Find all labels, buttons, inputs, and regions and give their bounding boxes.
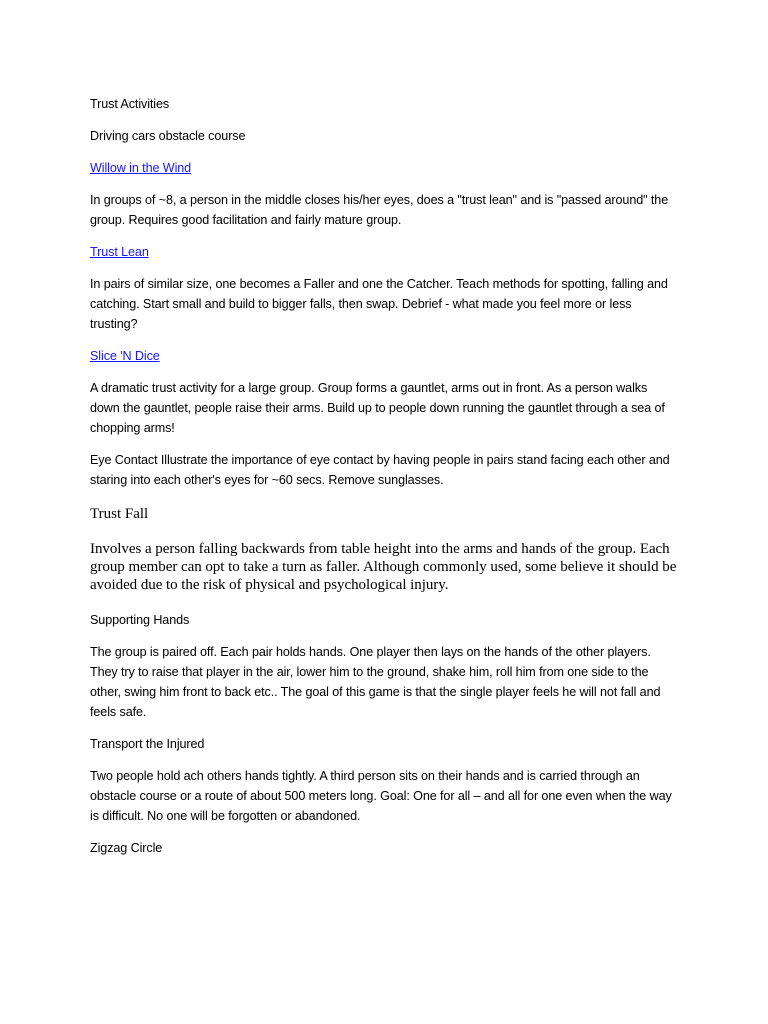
willow-in-the-wind-link[interactable]: Willow in the Wind [90, 161, 192, 175]
willow-in-the-wind-description: In groups of ~8, a person in the middle closes his/her eyes, does a "trust lean" and is "passed around" the group. Requires good facilitation and fairly mature group. [90, 193, 669, 227]
willow-in-the-wind-heading [90, 158, 678, 178]
slice-n-dice-description: A dramatic trust activity for a large group. Group forms a gauntlet, arms out in front. As a person walks down the gauntlet, people raise their arms. Build up to people down running the gauntlet through a sea of chopping arms! [90, 381, 665, 435]
trust-fall-description: Involves a person falling backwards from table height into the arms and hands of the group. Each group member can opt to take a turn as faller. Although commonly used, some believe it should be avoided due to the risk of physical and psychological injury. [90, 541, 677, 593]
transport-injured-heading: Transport the Injured [90, 737, 205, 751]
supporting-hands-heading: Supporting Hands [90, 613, 190, 627]
trust-fall-heading: Trust Fall [90, 506, 149, 522]
slice-n-dice-link[interactable]: Slice 'N Dice [90, 349, 160, 363]
activity-driving-cars: Driving cars obstacle course [90, 129, 246, 143]
zigzag-circle-heading: Zigzag Circle [90, 841, 163, 855]
supporting-hands-description: The group is paired off. Each pair holds hands. One player then lays on the hands of the other players. They try to raise that player in the air, lower him to the ground, shake him, roll him from one side to the other, swing him front to back etc.. The goal of this game is that the single player feels he will not fall and feels safe. [90, 645, 661, 719]
trust-lean-description: In pairs of similar size, one becomes a Faller and one the Catcher. Teach methods for spotting, falling and catching. Start small and build to bigger falls, then swap. Debrief - what made you feel more or less trusting? [90, 277, 668, 331]
document-title: Trust Activities [90, 97, 170, 111]
trust-lean-link[interactable]: Trust Lean [90, 245, 149, 259]
trust-lean-heading [90, 242, 678, 262]
slice-n-dice-heading [90, 346, 678, 366]
transport-injured-description: Two people hold ach others hands tightly. A third person sits on their hands and is carried through an obstacle course or a route of about 500 meters long. Goal: One for all – and all for one even when the way is difficult. No one will be forgotten or abandoned. [90, 769, 672, 823]
eye-contact-paragraph: Eye Contact Illustrate the importance of eye contact by having people in pairs stand facing each other and staring into each other's eyes for ~60 secs. Remove sunglasses. [90, 453, 670, 487]
